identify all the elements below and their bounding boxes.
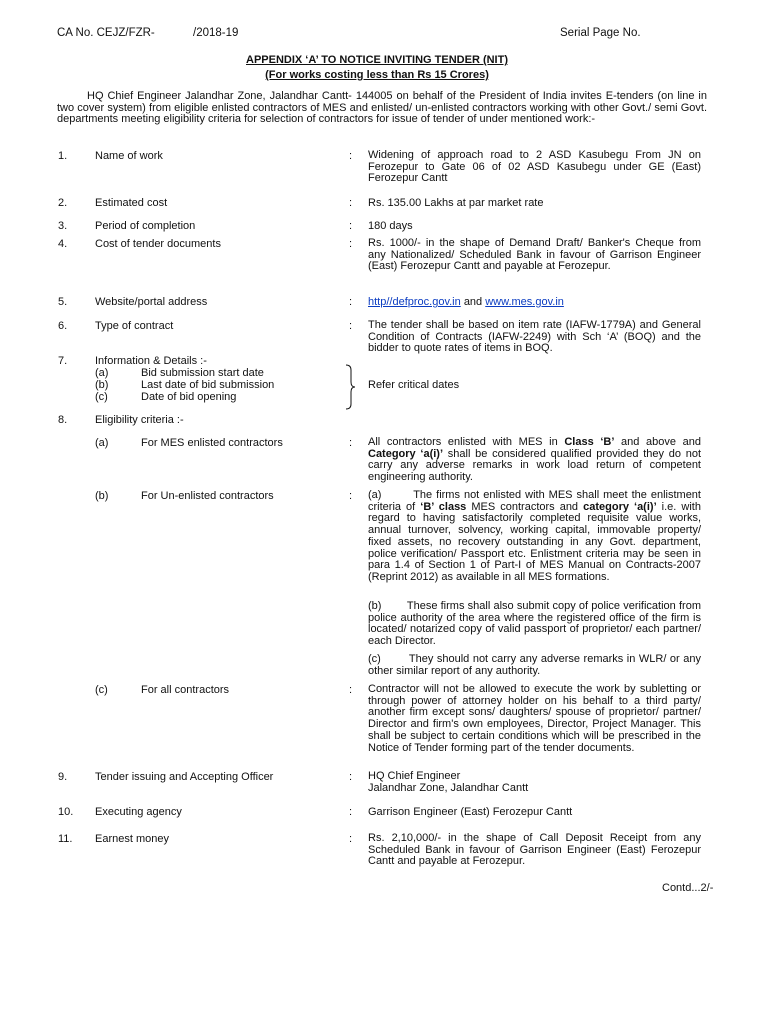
- item-number: 8.: [58, 414, 68, 426]
- colon: :: [349, 220, 353, 232]
- item-label: Tender issuing and Accepting Officer: [95, 771, 274, 783]
- all-contractors-value: Contractor will not be allowed to execute the work by subletting or through power of attorney holder on his behalf to a third party/ another firm except sons/ daughters/ spouse of proprietor/ partner/ Director and firm's own employees, Director, Project Manager. This shall be subject to certain conditions which will be prescribed in the Notice of Tender forming part of the tender documents.: [368, 683, 701, 754]
- ca-year: /2018-19: [193, 27, 239, 39]
- colon: :: [349, 490, 353, 502]
- sub-label: Bid submission start date: [141, 367, 264, 379]
- unenlisted-para-a: (a) The firms not enlisted with MES shall meet the enlistment criteria of ‘B’ class MES contractors and category ‘a(i)’ i.e. with regard to having satisfactorily completed requisite value works, annual turnover, solvency, working capital, immovable property/ fixed assets, no recovery outstanding in any Govt. department, police verification/ Passport etc. Enlistment criteria may be seen in para 1.4 of Section 1 of Part-I of MES Manual on Contracts-2007 (Reprint 2012) as available in all MES formations.: [368, 489, 701, 583]
- defproc-link[interactable]: http//defproc.gov.in: [368, 296, 461, 308]
- item-number: 3.: [58, 220, 68, 232]
- item-label: Name of work: [95, 150, 163, 162]
- mes-enlisted-value: All contractors enlisted with MES in Class ‘B’ and above and Category ‘a(i)’ shall be considered qualified provided they do not carry any adverse remarks in work load return of competent engineering authority.: [368, 436, 701, 484]
- item-number: 2.: [58, 197, 68, 209]
- curly-brace: [343, 364, 357, 410]
- sub-key: (a): [95, 437, 109, 449]
- colon: :: [349, 437, 353, 449]
- earnest-money-value: Rs. 2,10,000/- in the shape of Call Deposit Receipt from any Scheduled Bank in favour of Garrison Engineer (East) Ferozepur Cantt and payable at Ferozepur.: [368, 832, 701, 868]
- officer-value: HQ Chief Engineer Jalandhar Zone, Jalandhar Cantt: [368, 770, 529, 794]
- serial-page-no: Serial Page No.: [560, 27, 641, 39]
- colon: :: [349, 833, 353, 845]
- item-number: 9.: [58, 771, 68, 783]
- item-label: Type of contract: [95, 320, 174, 332]
- sub-key: (a): [95, 367, 109, 379]
- website-value: [368, 296, 701, 308]
- item-number: 6.: [58, 320, 68, 332]
- item-number: 10.: [58, 806, 74, 818]
- appendix-title: APPENDIX ‘A’ TO NOTICE INVITING TENDER (NIT): [246, 54, 508, 66]
- appendix-subtitle: (For works costing less than Rs 15 Crores): [265, 69, 489, 81]
- item-label: Information & Details :-: [95, 355, 207, 367]
- item-number: 7.: [58, 355, 68, 367]
- name-of-work-value: Widening of approach road to 2 ASD Kasubegu From JN on Ferozepur to Gate 06 of 02 ASD Kasubegu under GE (East) Ferozepur Cantt: [368, 149, 701, 185]
- item-label: Estimated cost: [95, 197, 168, 209]
- colon: :: [349, 684, 353, 696]
- contract-type-value: The tender shall be based on item rate (IAFW-1779A) and General Condition of Contracts (IAFW-2249) with Sch ‘A’ (BOQ) and the bidder to quote rates of items in BOQ.: [368, 319, 701, 355]
- mes-link[interactable]: www.mes.gov.in: [485, 296, 564, 308]
- sub-label: For MES enlisted contractors: [141, 437, 283, 449]
- item-label: Website/portal address: [95, 296, 208, 308]
- item-number: 5.: [58, 296, 68, 308]
- colon: :: [349, 806, 353, 818]
- sub-label: Last date of bid submission: [141, 379, 275, 391]
- executing-agency-value: Garrison Engineer (East) Ferozepur Cantt: [368, 806, 573, 818]
- unenlisted-para-c: (c) They should not carry any adverse remarks in WLR/ or any other similar report of any authority.: [368, 653, 701, 677]
- continued-note: Contd...2/-: [662, 882, 714, 894]
- colon: :: [349, 771, 353, 783]
- ca-number: CA No. CEJZ/FZR-: [57, 27, 155, 39]
- colon: :: [349, 150, 353, 162]
- sub-key: (c): [95, 684, 108, 696]
- estimated-cost-value: Rs. 135.00 Lakhs at par market rate: [368, 197, 544, 209]
- colon: :: [349, 296, 353, 308]
- sub-key: (b): [95, 490, 109, 502]
- unenlisted-para-b: (b) These firms shall also submit copy of police verification from police authority of the area where the registered office of the firm is located/ notarized copy of valid passport of proprietor/ each partner/ each Director.: [368, 600, 701, 648]
- item-label: Executing agency: [95, 806, 182, 818]
- item-label: Eligibility criteria :-: [95, 414, 184, 426]
- colon: :: [349, 320, 353, 332]
- and-text: and: [463, 296, 483, 308]
- critical-dates-value: Refer critical dates: [368, 379, 460, 391]
- item-number: 4.: [58, 238, 68, 250]
- colon: :: [349, 197, 353, 209]
- sub-label: For Un-enlisted contractors: [141, 490, 274, 502]
- intro-paragraph: HQ Chief Engineer Jalandhar Zone, Jalandhar Cantt- 144005 on behalf of the President of India invites E-tenders (on line in two cover system) from eligible enlisted contractors of MES and enlisted/ un-enlisted contractors working with other Govt./ semi Govt. departments meeting eligibility criteria for selection of contractors for issue of tender of under mentioned work:-: [57, 90, 707, 126]
- tender-cost-value: Rs. 1000/- in the shape of Demand Draft/ Banker's Cheque from any Nationalized/ Scheduled Bank in favour of Garrison Engineer (East) Ferozepur Cantt and payable at Ferozepur.: [368, 237, 701, 273]
- item-label: Cost of tender documents: [95, 238, 221, 250]
- sub-label: For all contractors: [141, 684, 230, 696]
- sub-label: Date of bid opening: [141, 391, 237, 403]
- period-value: 180 days: [368, 220, 413, 232]
- item-label: Earnest money: [95, 833, 169, 845]
- item-label: Period of completion: [95, 220, 196, 232]
- colon: :: [349, 238, 353, 250]
- sub-key: (c): [95, 391, 108, 403]
- item-number: 1.: [58, 150, 68, 162]
- sub-key: (b): [95, 379, 109, 391]
- item-number: 11.: [58, 833, 73, 845]
